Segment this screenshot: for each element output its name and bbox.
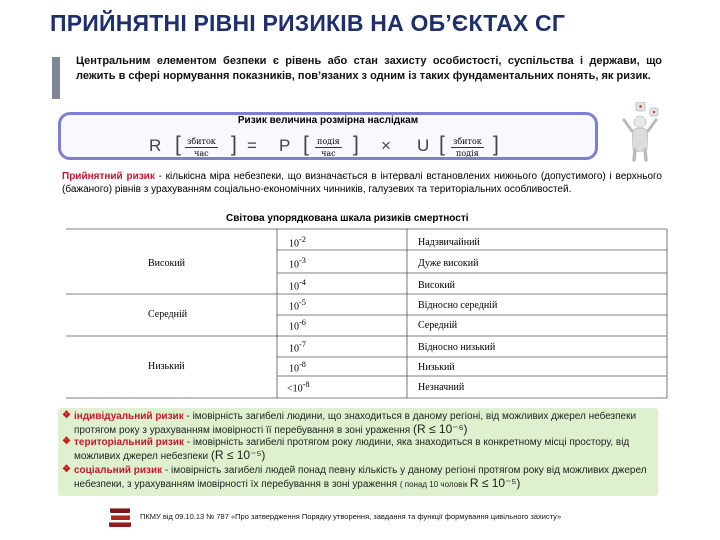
risk-description: Низький <box>418 362 455 373</box>
risk-value: $10^{-3}$ <box>289 256 306 271</box>
risk-value: $<10^{-8}$ <box>287 380 310 395</box>
risk-description: Незначний <box>418 382 465 393</box>
formula-p: P <box>279 136 291 155</box>
risk-description: Відносно середній <box>418 300 498 311</box>
diamond-bullet-icon: ❖ <box>62 464 71 475</box>
diamond-bullet-icon: ❖ <box>62 436 71 447</box>
formula-fraction-2: подія час <box>317 137 340 158</box>
risk-value: $10^{-8}$ <box>289 360 306 375</box>
risk-description: Відносно низький <box>418 342 496 353</box>
risk-description: Надзвичайний <box>418 237 480 248</box>
formula-bracket: ] <box>493 133 499 156</box>
risk-description: Дуже високий <box>418 258 479 269</box>
risk-value: $10^{-2}$ <box>289 235 306 250</box>
formula-equals: = <box>247 136 257 155</box>
risk-value: $10^{-7}$ <box>289 340 306 355</box>
risk-value: $10^{-5}$ <box>289 298 306 313</box>
territorial-risk-text: територіальний ризик - імовірність загибелі протягом року людини, яка знаходиться в конкретному місці простору, від можливих джерел небезпеки (R ≤ 10⁻⁵) <box>74 437 630 462</box>
formula-fraction-3: збиток подія <box>453 137 482 158</box>
formula-u: U <box>417 136 430 155</box>
social-risk-text: соціальний ризик - імовірність загибелі людей понад певну кількість у даному регіоні протягом року від можливих джерел небезпеки, з урахуванням імовірності їх перебування в зоні ураження ( понад 10 чоловік R ≤ 10⁻⁵) <box>74 465 647 490</box>
risk-value: $10^{-4}$ <box>289 278 306 293</box>
footnote: ПКМУ від 09.10.13 № 787 «Про затвердження Порядку утворення, завдання та функції формування цивільного захисту» <box>140 512 562 521</box>
formula-bracket: [ <box>303 133 309 156</box>
level-high: Високий <box>148 258 186 269</box>
formula-r: R <box>149 136 162 155</box>
level-medium: Середній <box>148 309 188 320</box>
risk-description: Високий <box>418 280 456 291</box>
level-low: Низький <box>148 361 185 372</box>
formula-fraction-1: збиток час <box>187 137 216 158</box>
diamond-bullet-icon: ❖ <box>62 410 71 421</box>
page-title: ПРИЙНЯТНІ РІВНІ РИЗИКІВ НА ОБ’ЄКТАХ СГ <box>50 10 566 36</box>
individual-risk-text: індивідуальний ризик - імовірність загибелі людини, що знаходиться в даному регіоні, від можливих джерел небезпеки протягом року з урахуванням імовірності її перебування в зоні ураження (R ≤ 10⁻⁶) <box>74 411 637 436</box>
formula-bracket: ] <box>353 133 359 156</box>
formula-bracket: [ <box>175 133 181 156</box>
scale-title: Світова упорядкована шкала ризиків смертності <box>226 213 469 224</box>
formula-bracket: [ <box>439 133 445 156</box>
books-icon <box>106 502 134 530</box>
risk-description: Середній <box>418 320 458 331</box>
formula-times: × <box>381 136 391 155</box>
formula-caption: Ризик величина розмірна наслідкам <box>237 115 419 126</box>
risk-value: $10^{-6}$ <box>289 318 306 333</box>
acceptable-risk-definition: Прийнятний ризик - кількісна міра небезпеки, що визначається в інтервалі встановлених нижнього (допустимого) і верхнього (бажаного) рівнів з урахуванням соціально-економічних чинників, галузевих та територіальних особливостей. <box>62 171 662 195</box>
formula-bracket: ] <box>231 133 237 156</box>
intro-paragraph: Центральним елементом безпеки є рівень або стан захисту особистості, суспільства і держави, що лежить в сфері нормування показників, пов’язаних з одним із таких фундаментальних понять, як ризик. <box>76 55 662 82</box>
risk-types-box <box>58 408 658 496</box>
